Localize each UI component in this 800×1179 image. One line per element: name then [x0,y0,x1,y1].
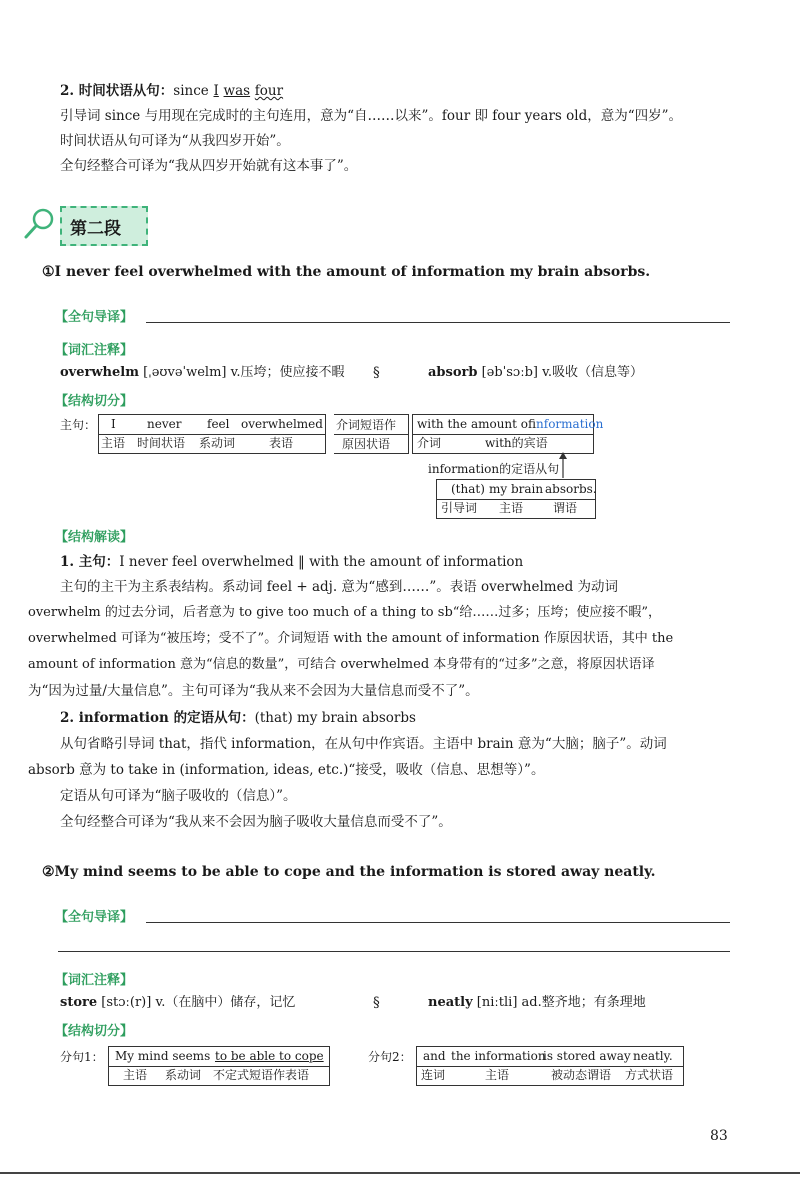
rel-role: 主语 [499,501,524,515]
analysis-label-1: 【结构解读】 [55,530,134,545]
translation-line-1 [146,322,730,323]
heading-word: I [213,83,219,99]
analysis-2-line-3: 定语从句可译为“脑子吸收的（信息）”。 [60,788,297,804]
clause-1-role: 系动词 [165,1068,202,1082]
analysis-1-line-5: 为“因为过量/大量信息”。主句可译为“我从来不会因为大量信息而受不了”。 [28,683,479,699]
clause-1-word: to be able to cope [215,1049,324,1063]
clause-1-box [108,1046,330,1086]
heading-word: since [173,83,209,99]
vocab-divider-icon: § [373,995,380,1011]
clause-1-word: My mind seems [115,1049,211,1063]
sentence-1: ①I never feel overwhelmed with the amount of information my brain absorbs. [42,264,651,280]
main-role: 系动词 [199,436,236,450]
rel-word: my brain [489,482,544,496]
main-word: overwhelmed [241,417,323,431]
prep-role: 介词 [417,436,442,450]
vocab-label-1: 【词汇注释】 [55,343,134,358]
clause-2-label: 分句2： [368,1050,412,1064]
analysis-2-heading: 2. information 的定语从句：(that) my brain absorbs [60,710,416,726]
main-word: I [111,417,116,431]
vocab-entry-neatly: neatly [niːtli] ad.整齐地；有条理地 [428,995,646,1010]
sentence-2: ②My mind seems to be able to cope and the information is stored away neatly. [42,864,656,880]
analysis-2-line-1: 从句省略引导词 that，指代 information，在从句中作宾语。主语中 brain 意为“大脑；脑子”。动词 [60,736,667,752]
heading-word: four [254,83,284,99]
clause-1-role: 不定式短语作表语 [213,1068,310,1082]
clause-2-box [416,1046,684,1086]
full-translation-label-1: 【全句导译】 [55,310,134,325]
prep-phrase-box [412,414,604,454]
top-line-2: 时间状语从句可译为“从我四岁开始”。 [60,133,290,149]
translation-line-2b [58,951,730,952]
main-role: 表语 [269,436,294,450]
vocab-label-2: 【词汇注释】 [55,973,134,988]
rel-word: (that) [451,482,485,496]
rel-role: 谓语 [553,501,578,515]
clause-2-word: the information [451,1049,546,1063]
analysis-1-line-4: amount of information 意为“信息的数量”，可结合 overwhelmed 本身带有的“过多”之意，将原因状语译 [28,657,655,672]
clause-2-role: 主语 [485,1068,510,1082]
analysis-2-line-4: 全句经整合可译为“我从来不会因为脑子吸收大量信息而受不了”。 [60,814,452,830]
vocab-entry-absorb: absorb [əbˈsɔːb] v.吸收（信息等） [428,365,644,380]
relative-clause-label: information的定语从句 [428,462,560,476]
relative-clause-box [436,479,596,519]
vocab-divider-icon: § [373,365,380,381]
clause-2-role: 被动态谓语 [551,1068,612,1082]
structure-label-1: 【结构切分】 [55,394,134,409]
main-word: feel [207,417,230,431]
prep-label-box [334,414,409,454]
analysis-1-heading: 1. 主句：I never feel overwhelmed ‖ with the amount of information [60,554,524,570]
top-line-1: 引导词 since 与用现在完成时的主句连用，意为“自……以来”。four 即 four years old，意为“四岁”。 [60,108,683,124]
analysis-1-line-2: overwhelm 的过去分词，后者意为 to give too much of a thing to sb“给……过多；压垮；使应接不暇”， [28,605,662,620]
rel-word: absorbs. [545,482,597,496]
full-translation-label-2: 【全句导译】 [55,910,134,925]
prep-label-line-2: 原因状语 [342,437,391,451]
vocab-entry-overwhelm: overwhelm [ˌəʊvəˈwelm] v.压垮；使应接不暇 [60,365,345,380]
clause-2-role: 方式状语 [625,1068,674,1082]
clause-1-role: 主语 [123,1068,148,1082]
clause-2-word: neatly. [633,1049,673,1063]
prep-phrase-words: with the amount ofinformation [417,417,604,431]
analysis-1-line-3: overwhelmed 可译为“被压垮；受不了”。介词短语 with the amount of information 作原因状语，其中 the [28,631,674,646]
main-role: 时间状语 [137,436,186,450]
heading-word: was [223,83,251,99]
structure-label-2: 【结构切分】 [55,1024,134,1039]
main-clause-label: 主句： [60,418,97,432]
analysis-1-line-1: 主句的主干为主系表结构。系动词 feel + adj. 意为“感到……”。表语 overwhelmed 为动词 [60,579,619,595]
clause-1-label: 分句1： [60,1050,104,1064]
prep-label-line-1: 介词短语作 [336,418,397,432]
clause-2-role: 连词 [421,1068,446,1082]
translation-line-2a [146,922,730,923]
prep-role: with的宾语 [485,436,548,450]
magnifier-icon [22,205,58,241]
page-number: 83 [710,1128,728,1144]
top-line-3: 全句经整合可译为“我从四岁开始就有这本事了”。 [60,158,358,174]
clause-2-word: is stored away [543,1049,631,1063]
main-word: never [147,417,182,431]
section-title: 第二段 [70,219,121,239]
page-bottom-rule [0,1172,800,1174]
analysis-2-line-2: absorb 意为 to take in (information, ideas, etc.)“接受，吸收（信息、思想等）”。 [28,762,545,778]
rel-role: 引导词 [441,501,478,515]
clause-2-word: and [423,1049,446,1063]
top-heading: 2. 时间状语从句：since I was four [60,83,284,99]
main-clause-box [98,414,326,454]
main-role: 主语 [101,436,126,450]
vocab-entry-store: store [stɔː(r)] v.（在脑中）储存，记忆 [60,995,296,1010]
